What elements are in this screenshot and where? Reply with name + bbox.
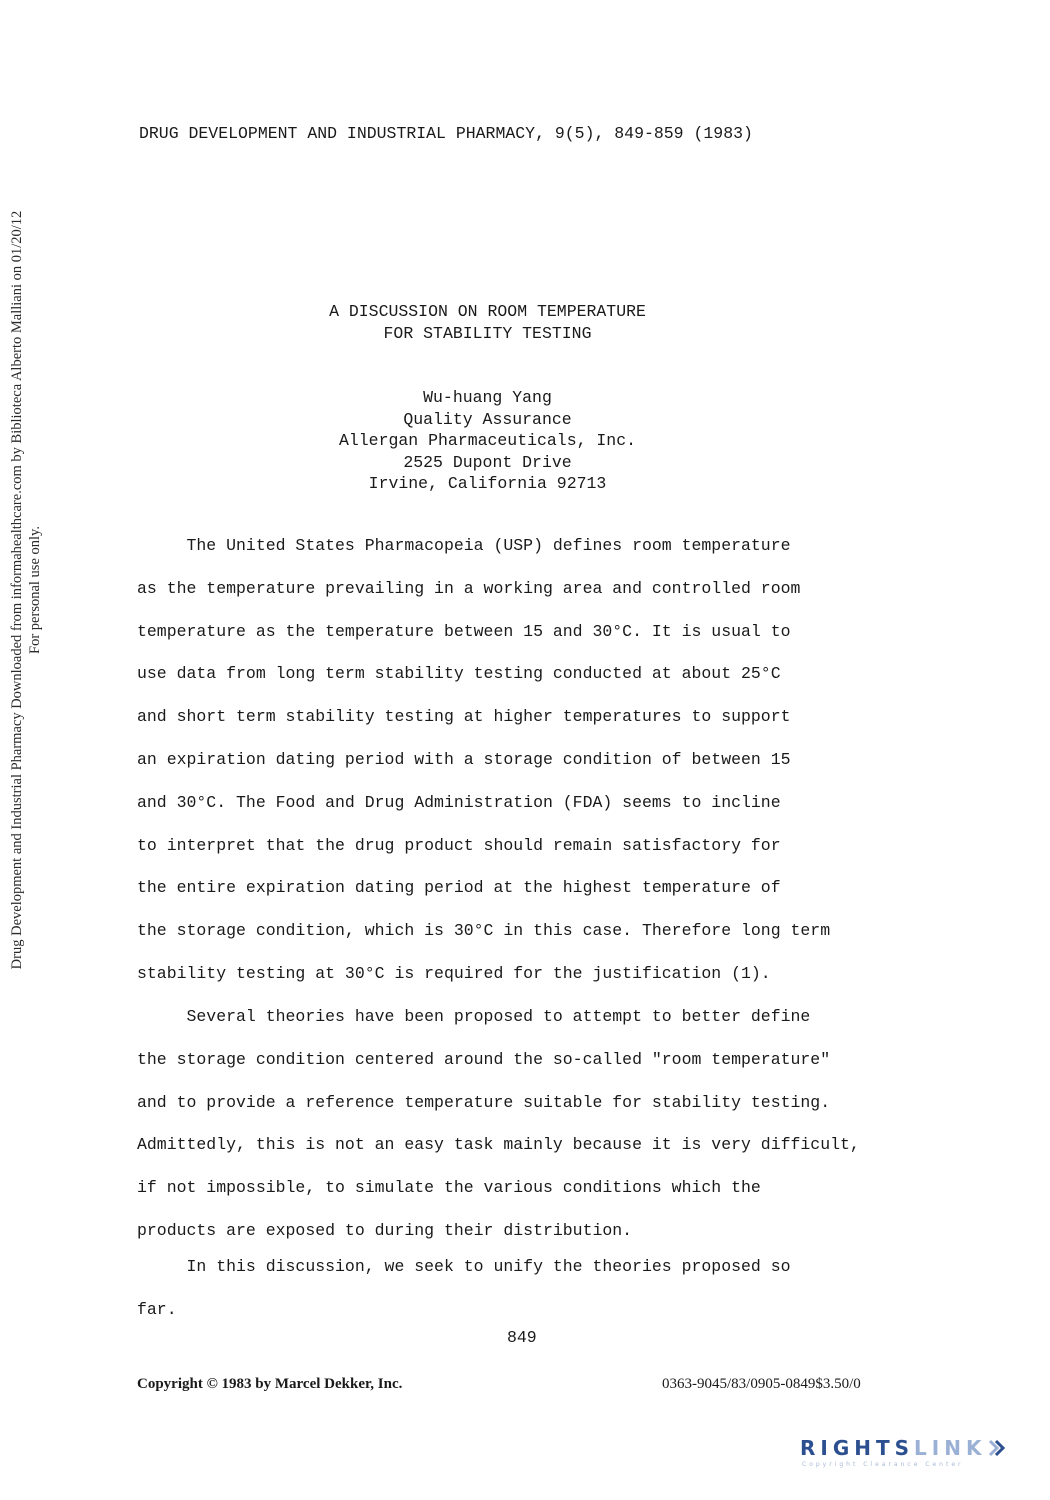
text-line: temperature as the temperature between 15 and 30°C. It is usual to	[137, 621, 791, 641]
paragraph-1	[137, 525, 937, 996]
logo-rights-text: RIGHTS	[800, 1436, 915, 1460]
text-line: and short term stability testing at higher temperatures to support	[137, 707, 791, 727]
text-line: and to provide a reference temperature suitable for stability testing.	[137, 1092, 831, 1112]
text-line: if not impossible, to simulate the various conditions which the	[137, 1178, 761, 1198]
author-city: Irvine, California 92713	[368, 474, 607, 493]
logo-chevron-icon	[986, 1436, 1006, 1460]
copyright-notice: Copyright © 1983 by Marcel Dekker, Inc.	[137, 1376, 403, 1392]
author-street: 2525 Dupont Drive	[403, 452, 572, 472]
text-line: an expiration dating period with a storage condition of between 15	[137, 749, 791, 769]
text-line: to interpret that the drug product should remain satisfactory for	[137, 835, 781, 855]
text-line: use data from long term stability testing conducted at about 25°C	[137, 664, 781, 684]
text-line: Several theories have been proposed to attempt to better define	[137, 1007, 811, 1026]
rightslink-logo[interactable]	[800, 1436, 1035, 1476]
text-line: far.	[137, 1299, 177, 1319]
issn-code: 0363-9045/83/0905-0849$3.50/0	[662, 1376, 861, 1392]
watermark-line-1: Drug Development and Industrial Pharmacy Downloaded from informahealthcare.com by Biblioteca Alberto Malliani on 01/20/12	[9, 210, 25, 970]
paragraph-3	[137, 1246, 937, 1332]
text-line: products are exposed to during their distribution.	[137, 1220, 633, 1240]
title-line-1: A DISCUSSION ON ROOM TEMPERATURE	[329, 302, 646, 321]
text-line: Admittedly, this is not an easy task mainly because it is very difficult,	[137, 1135, 860, 1155]
download-watermark	[8, 0, 44, 1190]
article-title	[0, 301, 975, 344]
author-company: Allergan Pharmaceuticals, Inc.	[338, 431, 637, 450]
title-line-2: FOR STABILITY TESTING	[383, 323, 592, 343]
logo-tagline: Copyright Clearance Center	[802, 1461, 964, 1468]
logo-wordmark	[800, 1436, 1035, 1460]
author-department: Quality Assurance	[403, 409, 572, 429]
text-line: The United States Pharmacopeia (USP) defines room temperature	[137, 536, 791, 555]
text-line: the storage condition centered around the so-called "room temperature"	[137, 1049, 831, 1069]
watermark-line-2: For personal use only.	[27, 526, 43, 654]
text-line: and 30°C. The Food and Drug Administration (FDA) seems to incline	[137, 792, 781, 812]
text-line: In this discussion, we seek to unify the theories proposed so	[137, 1257, 791, 1276]
paragraph-2	[137, 996, 937, 1253]
author-block	[0, 387, 975, 495]
logo-link-text: LINK	[914, 1436, 987, 1460]
text-line: stability testing at 30°C is required for the justification (1).	[137, 963, 771, 983]
text-line: the entire expiration dating period at the highest temperature of	[137, 878, 781, 898]
text-line: as the temperature prevailing in a working area and controlled room	[137, 578, 801, 598]
text-line: the storage condition, which is 30°C in this case. Therefore long term	[137, 921, 831, 941]
running-head: DRUG DEVELOPMENT AND INDUSTRIAL PHARMACY, 9(5), 849-859 (1983)	[139, 124, 753, 143]
author-name: Wu-huang Yang	[423, 388, 552, 407]
page-number: 849	[507, 1328, 537, 1347]
